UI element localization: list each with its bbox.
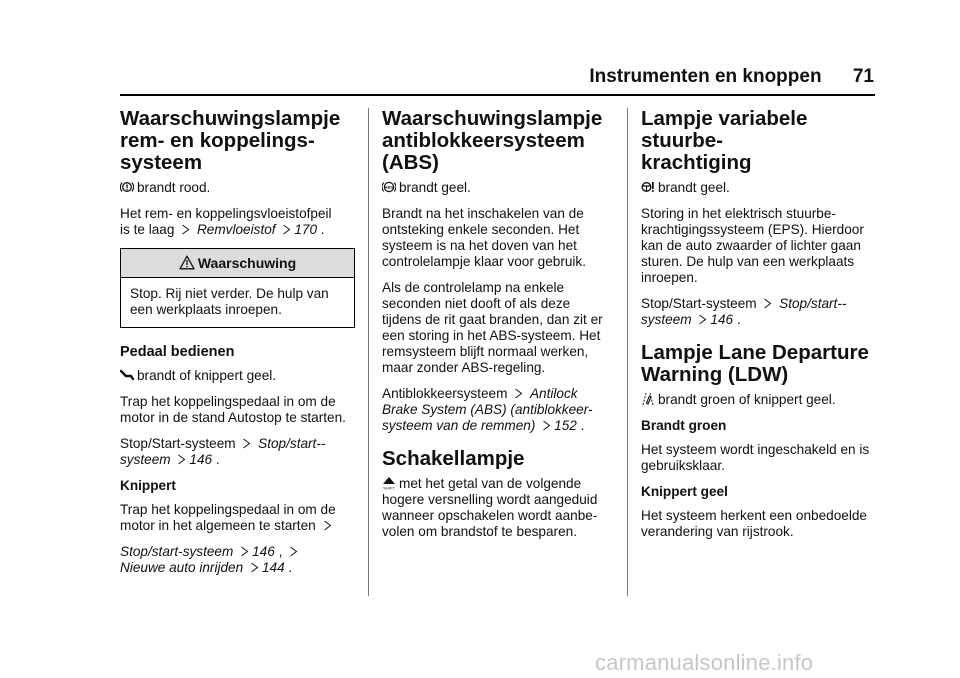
- reference-link[interactable]: systeem: [641, 312, 692, 327]
- page-header: [589, 66, 874, 88]
- knippert-refs: Stop/start-systeem 146 , Nieuwe auto inrijden 144 .: [120, 544, 355, 576]
- reference-link[interactable]: Antilock: [529, 386, 578, 401]
- eps-para: Storing in het elektrisch stuurbe- krachtigingssysteem (EPS). Hierdoor kan de auto zwaarder of lichter gaan sturen. De hulp van een werkplaats inroepen.: [641, 206, 864, 285]
- page-reference-arrow-icon: [698, 313, 707, 324]
- column-divider-1: [368, 108, 369, 596]
- pedal-para: Trap het koppelingspedaal in om de motor in de stand Autostop te starten.: [120, 394, 346, 425]
- column-divider-2: [627, 108, 628, 596]
- page-link[interactable]: 152: [554, 418, 577, 433]
- page-reference-arrow-icon: [282, 223, 291, 234]
- eps-heading: Lampje variabele stuurbe- krachtiging: [641, 107, 808, 174]
- page-number: 71: [852, 66, 874, 87]
- pedal-heading: Pedaal bedienen: [120, 344, 235, 360]
- yellow-heading: Knippert geel: [641, 484, 728, 499]
- reference-link[interactable]: Brake System (ABS) (antiblokkeer-: [382, 402, 593, 417]
- stop-start-ref: Stop/Start-systeem Stop/start-- systeem 146 .: [120, 436, 326, 467]
- svg-text:SHIFT: SHIFT: [383, 485, 395, 490]
- warning-box: [120, 248, 355, 328]
- abs-para-2: Als de controlelamp na enkele seconden niet dooft of als deze tijdens de rit gaat branden, dan zit er een storing in het ABS-systeem. Het remsysteem blijft normaal werken, maar zonder ABS-regeling.: [382, 280, 603, 375]
- eps-status: brandt geel.: [641, 180, 879, 196]
- reference-link[interactable]: Stop/start--: [779, 296, 847, 311]
- warning-header: Waarschuwing: [121, 249, 354, 278]
- abs-icon: [382, 180, 396, 194]
- page-reference-arrow-icon: [763, 297, 772, 308]
- reference-link[interactable]: Stop/start-systeem: [120, 544, 234, 559]
- page-reference-arrow-icon: [514, 387, 523, 398]
- page-reference-arrow-icon: [250, 561, 259, 572]
- reference-link[interactable]: Nieuwe auto inrijden: [120, 560, 244, 575]
- lane-departure-icon: [641, 392, 655, 406]
- page-reference-arrow-icon: [240, 545, 249, 556]
- column-3: [641, 108, 879, 550]
- column-2: [382, 108, 610, 550]
- abs-status: ABS brandt geel.: [382, 180, 610, 196]
- warning-text: Stop. Rij niet verder. De hulp van een werkplaats inroepen.: [130, 286, 329, 317]
- reference-link[interactable]: Remvloeistof: [196, 222, 276, 237]
- steering-warning-icon: [641, 180, 655, 194]
- brake-status: brandt rood.: [120, 180, 355, 196]
- page-link[interactable]: 146: [710, 312, 734, 327]
- brake-heading: Waarschuwingslampje rem- en koppelings- systeem: [120, 107, 341, 174]
- knippert-heading: Knippert: [120, 478, 176, 493]
- page-reference-arrow-icon: [177, 453, 186, 464]
- column-1: [120, 108, 355, 586]
- pedal-status: brandt of knippert geel.: [120, 368, 355, 384]
- brake-para: Het rem- en koppelingsvloeistofpeil is te laag Remvloeistof 170 .: [120, 206, 332, 237]
- shift-heading: Schakellampje: [382, 447, 525, 470]
- ldw-status: brandt groen of knippert geel.: [641, 392, 879, 408]
- eps-stop-start-ref: Stop/Start-systeem Stop/start-- systeem 146 .: [641, 296, 847, 327]
- page-reference-arrow-icon: [242, 437, 251, 448]
- reference-link[interactable]: Stop/start--: [258, 436, 326, 451]
- page-link[interactable]: 146: [252, 544, 275, 559]
- header-rule: [120, 94, 875, 96]
- svg-text:ABS: ABS: [384, 184, 394, 190]
- watermark: carmanualsonline.info: [595, 650, 814, 675]
- clutch-pedal-icon: [120, 368, 134, 382]
- abs-para-1: Brandt na het inschakelen van de ontsteking enkele seconden. Het systeem is na het doven van het controlelampje klaar voor gebruik.: [382, 206, 587, 269]
- reference-link[interactable]: systeem van de remmen): [382, 418, 536, 433]
- ldw-heading: Lampje Lane Departure Warning (LDW): [641, 341, 869, 386]
- knippert-para: Trap het koppelingspedaal in om de motor in het algemeen te starten: [120, 502, 336, 533]
- warning-triangle-icon: [179, 255, 195, 270]
- page-reference-arrow-icon: [181, 223, 190, 234]
- green-heading: Brandt groen: [641, 418, 727, 433]
- section-title: Instrumenten en knoppen: [589, 66, 822, 87]
- shift-para: SHIFT met het getal van de volgende hogere versnelling wordt aangeduid wanneer opschakelen wordt aanbe- volen om brandstof te besparen.: [382, 476, 598, 539]
- page-reference-arrow-icon: [323, 519, 332, 530]
- page-link[interactable]: 170: [294, 222, 318, 237]
- abs-heading: Waarschuwingslampje antiblokkeersysteem (ABS): [382, 107, 603, 174]
- page-reference-arrow-icon: [289, 545, 298, 556]
- brake-warning-icon: [120, 180, 134, 194]
- green-para: Het systeem wordt ingeschakeld en is gebruiksklaar.: [641, 442, 870, 473]
- page-reference-arrow-icon: [542, 419, 551, 430]
- shift-up-icon: [382, 476, 396, 490]
- page-link[interactable]: 144: [261, 560, 285, 575]
- reference-link[interactable]: systeem: [120, 452, 171, 467]
- yellow-para: Het systeem herkent een onbedoelde verandering van rijstrook.: [641, 508, 867, 539]
- page-link[interactable]: 146: [189, 452, 213, 467]
- abs-ref: Antiblokkeersysteem Antilock Brake System (ABS) (antiblokkeer- systeem van de remmen) 152 .: [382, 386, 593, 433]
